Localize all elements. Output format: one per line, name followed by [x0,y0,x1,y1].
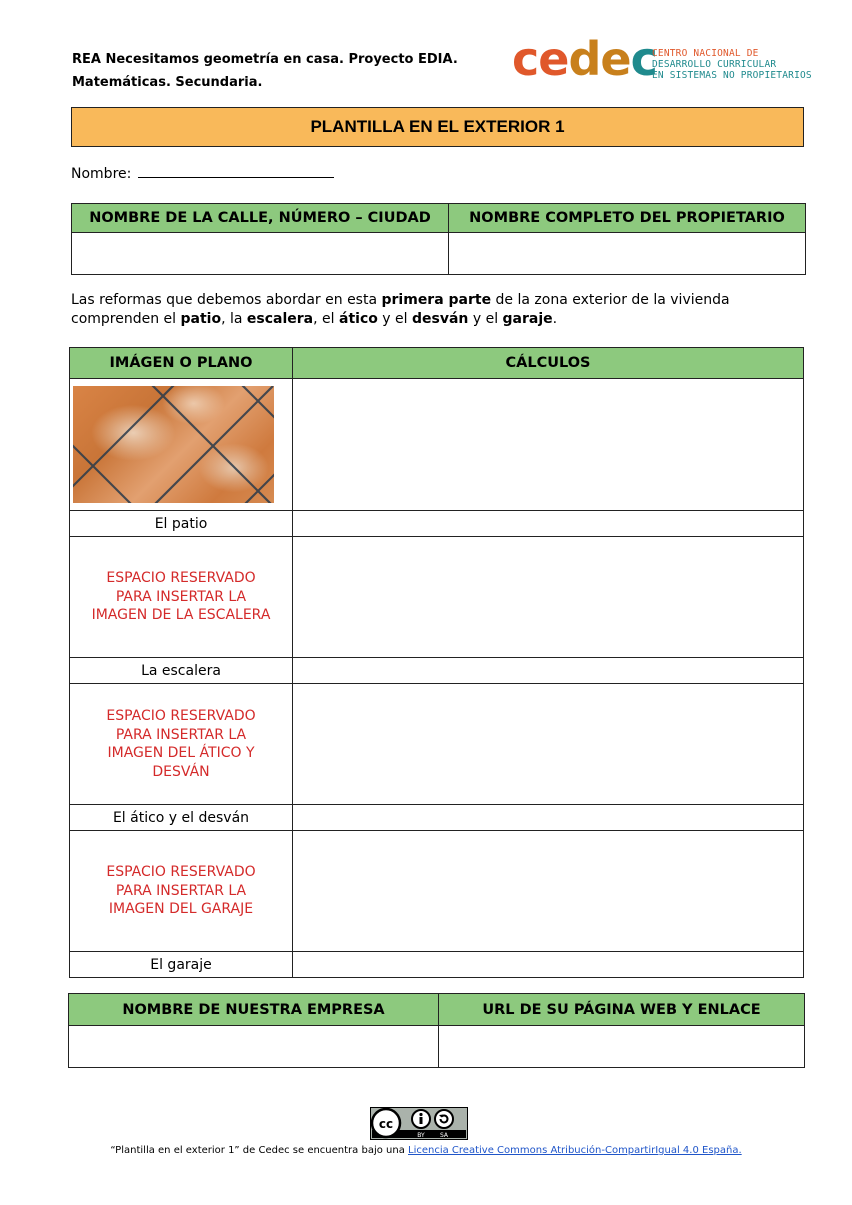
calculations-table [69,347,804,978]
attic-label-extra-cell[interactable] [293,805,804,831]
stairs-label: La escalera [70,658,293,684]
address-header: NOMBRE DE LA CALLE, NÚMERO – CIUDAD [72,204,449,233]
patio-image-cell [70,379,293,511]
attic-image-placeholder[interactable]: ESPACIO RESERVADO PARA INSERTAR LA IMAGEN DEL ÁTICO Y DESVÁN [70,684,293,805]
cc-by-sa-icon[interactable] [370,1107,468,1140]
company-url-header: URL DE SU PÁGINA WEB Y ENLACE [439,994,805,1026]
company-table [68,993,805,1068]
calculations-column-header: CÁLCULOS [293,348,804,379]
nombre-label: Nombre: [71,166,132,182]
garage-image-placeholder[interactable]: ESPACIO RESERVADO PARA INSERTAR LA IMAGEN DEL GARAJE [70,831,293,952]
image-column-header: IMÁGEN O PLANO [70,348,293,379]
garage-label-extra-cell[interactable] [293,952,804,978]
patio-label: El patio [70,511,293,537]
company-name-cell[interactable] [69,1026,439,1068]
cc-sa-label: SA [439,1132,449,1139]
patio-calculations-cell[interactable] [293,379,804,511]
stairs-calculations-cell[interactable] [293,537,804,658]
nombre-blank-line[interactable] [138,165,334,178]
page-title: PLANTILLA EN EL EXTERIOR 1 [71,107,804,147]
cedec-logo [512,32,812,86]
address-cell[interactable] [72,233,449,275]
header-line-1: REA Necesitamos geometría en casa. Proyecto EDIA. [72,52,458,67]
header-line-2: Matemáticas. Secundaria. [72,75,263,90]
nombre-field [71,165,334,182]
company-name-header: NOMBRE DE NUESTRA EMPRESA [69,994,439,1026]
stairs-image-placeholder[interactable]: ESPACIO RESERVADO PARA INSERTAR LA IMAGEN DE LA ESCALERA [70,537,293,658]
patio-tile-photo [73,386,274,503]
svg-text:cc: cc [378,1117,394,1131]
garage-label: El garaje [70,952,293,978]
garage-calculations-cell[interactable] [293,831,804,952]
company-url-cell[interactable] [439,1026,805,1068]
attic-calculations-cell[interactable] [293,684,804,805]
attic-label: El ático y el desván [70,805,293,831]
patio-label-extra-cell[interactable] [293,511,804,537]
license-footer [0,1145,852,1156]
owner-cell[interactable] [449,233,806,275]
document-header [72,48,458,94]
address-table [71,203,806,275]
cc-by-label: BY [417,1132,425,1139]
intro-paragraph: Las reformas que debemos abordar en esta primera parte de la zona exterior de la vivienda comprenden el patio, la escalera, el ático y el desván y el garaje. [71,292,730,327]
footer-text: “Plantilla en el exterior 1” de Cedec se encuentra bajo una [110,1145,409,1156]
stairs-label-extra-cell[interactable] [293,658,804,684]
logo-subtitle: CENTRO NACIONAL DE DESARROLLO CURRICULAR EN SISTEMAS NO PROPIETARIOS [652,48,812,81]
license-link[interactable]: Licencia Creative Commons Atribución-CompartirIgual 4.0 España. [408,1145,742,1156]
owner-header: NOMBRE COMPLETO DEL PROPIETARIO [449,204,806,233]
logo-wordmark: cedec [512,32,657,86]
